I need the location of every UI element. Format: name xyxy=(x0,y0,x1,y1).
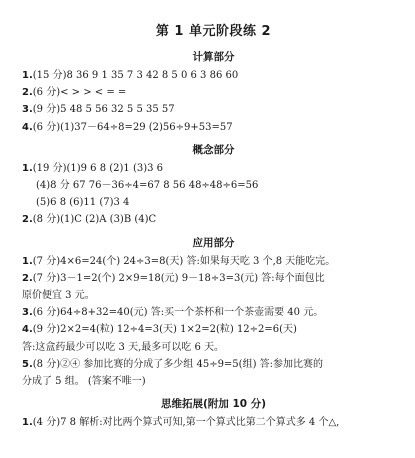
answer-text: (7 分)3－1=2(个) 2×9=18(元) 9－18÷3=3(元) 答:每个面包比 xyxy=(32,272,325,284)
question-number: 2. xyxy=(22,87,33,99)
answer-text: (6 分)< > > < = = xyxy=(32,87,127,99)
section-apply xyxy=(22,235,405,391)
answer-text: (6 分)(1)37－64÷8=29 (2)56÷9+53=57 xyxy=(32,121,233,133)
section-concept xyxy=(22,142,405,229)
answer-line xyxy=(22,321,405,338)
answer-line xyxy=(22,356,405,373)
page-title: 第 1 单元阶段练 2 xyxy=(155,24,272,39)
answer-text: 答:这盒药最少可以吃 3 天,最多可以吃 6 天。 xyxy=(22,341,224,353)
answer-line xyxy=(22,373,405,390)
section-heading: 计算部分 xyxy=(192,51,235,63)
question-number: 3. xyxy=(22,307,33,319)
answer-line xyxy=(22,339,405,356)
answer-line xyxy=(22,414,405,431)
question-number: 1. xyxy=(22,255,33,267)
answer-text: 原价便宜 3 元。 xyxy=(22,290,95,302)
question-number: 2. xyxy=(22,214,33,226)
answer-line xyxy=(22,253,405,270)
answer-line xyxy=(22,211,405,228)
answer-line xyxy=(22,270,405,287)
answer-line xyxy=(22,67,405,84)
answer-line xyxy=(22,177,405,194)
answer-line xyxy=(22,101,405,118)
question-number: 1. xyxy=(22,162,33,174)
answer-text: (4 分)7 8 解析:对比两个算式可知,第一个算式比第二个算式多 4 个△, xyxy=(32,417,340,429)
answer-text: (19 分)(1)9 6 8 (2)1 (3)3 6 xyxy=(32,162,164,174)
answer-text: (6 分)64÷8+32=40(元) 答:买一个茶杯和一个茶壶需要 40 元。 xyxy=(32,307,324,319)
answer-line xyxy=(22,84,405,101)
section-heading: 概念部分 xyxy=(192,143,235,156)
question-number: 2. xyxy=(22,272,33,284)
question-number: 5. xyxy=(22,358,33,370)
answer-text: 分成了 5 组。 (答案不唯一) xyxy=(22,376,146,388)
section-heading: 思维拓展(附加 10 分) xyxy=(160,398,267,411)
answer-text: (8 分)②④ 参加比赛的分成了多少组 45÷9=5(组) 答:参加比赛的 xyxy=(32,358,324,370)
answer-line xyxy=(22,160,405,177)
answer-text: (15 分)8 36 9 1 35 7 3 42 8 5 0 6 3 86 60 xyxy=(32,70,239,81)
section-extend xyxy=(22,396,405,431)
answer-line xyxy=(22,194,405,211)
answer-text: (7 分)4×6=24(个) 24÷3=8(天) 答:如果每天吃 3 个,8 天能吃完。 xyxy=(32,255,336,267)
section-heading: 应用部分 xyxy=(192,236,235,249)
question-number: 4. xyxy=(22,324,33,336)
answer-text: (8 分)(1)C (2)A (3)B (4)C xyxy=(32,214,157,226)
question-number: 1. xyxy=(22,70,33,81)
section-calc xyxy=(22,49,405,136)
question-number: 4. xyxy=(22,121,33,133)
answer-line xyxy=(22,304,405,321)
question-number: 3. xyxy=(22,104,33,116)
answer-text: (9 分)2×2=4(粒) 12÷4=3(天) 1×2=2(粒) 12÷2=6(天) xyxy=(32,324,297,336)
question-number: 1. xyxy=(22,417,33,429)
answer-text: (9 分)5 48 5 56 32 5 5 35 57 xyxy=(32,104,175,116)
answer-text: (4)8 分 67 76－36÷4=67 8 56 48÷48÷6=56 xyxy=(36,180,259,192)
answer-line xyxy=(22,119,405,136)
answer-line xyxy=(22,287,405,304)
answer-text: (5)6 8 (6)11 (7)3 4 xyxy=(36,197,130,209)
